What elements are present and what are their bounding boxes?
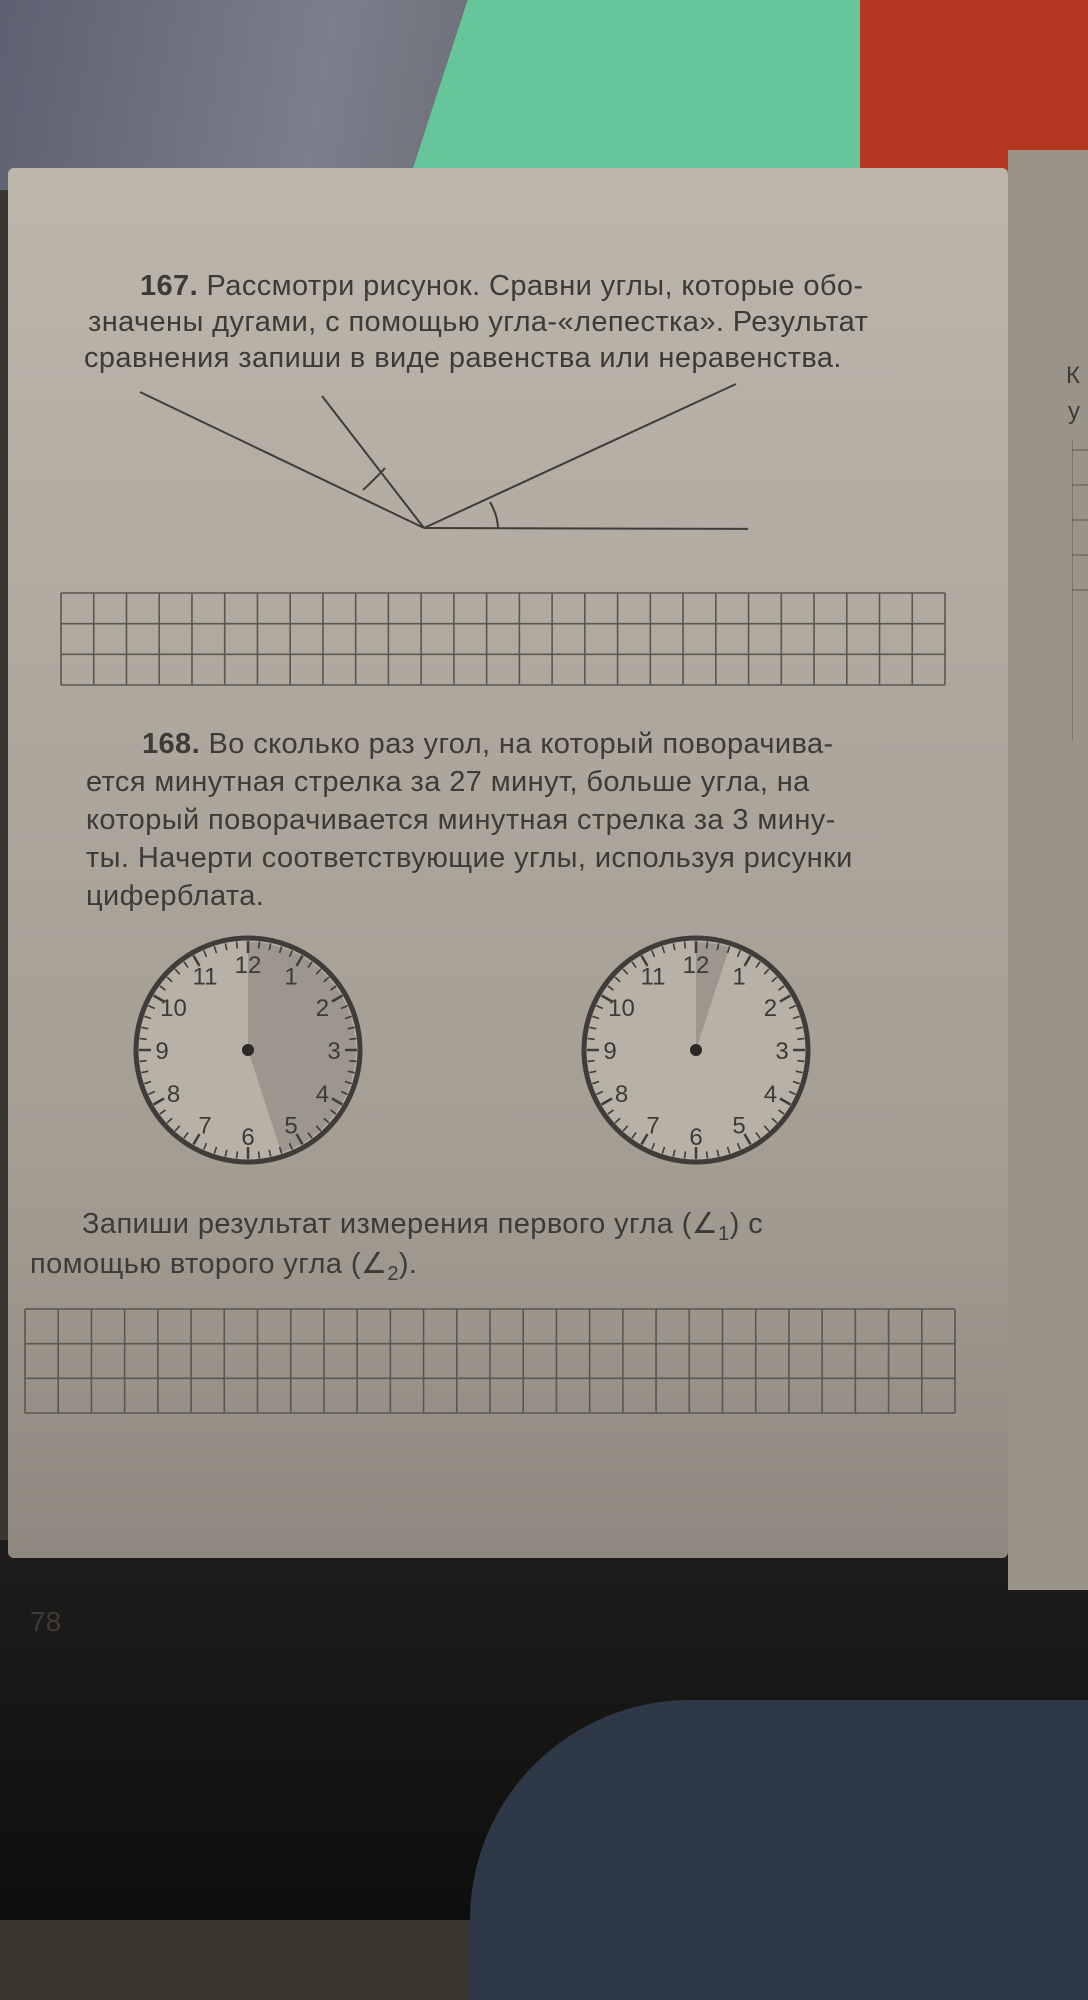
clock-number: 3 (775, 1038, 789, 1065)
clock-number: 2 (763, 995, 778, 1022)
clock-number: 1 (284, 963, 298, 991)
exercise-168-line-3: который поворачивается минутная стрелка за 3 мину- (86, 804, 836, 836)
clock-number: 6 (241, 1124, 255, 1151)
exercise-167-line-2: значены дугами, с помощью угла-«лепестка». Результат (88, 306, 869, 338)
exercise-167-number: 167. (140, 270, 199, 302)
clock-number: 1 (732, 963, 746, 991)
clock-number: 5 (732, 1112, 746, 1140)
clock-number: 2 (315, 995, 330, 1022)
answer-grid-167 (60, 592, 948, 688)
clock-number: 8 (166, 1081, 181, 1108)
exercise-167-line-1: 167. Рассмотри рисунок. Сравни углы, которые обо- (140, 270, 864, 302)
right-page-grid (1072, 440, 1088, 740)
knee-shadow (470, 1700, 1088, 2000)
clock-number: 6 (689, 1124, 703, 1151)
exercise-167-line-3: сравнения запиши в виде равенства или неравенства. (84, 342, 842, 374)
exercise-168-line-4: ты. Начерти соответствующие углы, используя рисунки (86, 842, 853, 874)
angle-arc (490, 502, 498, 529)
clock-number: 10 (160, 995, 187, 1022)
clock-number: 4 (315, 1081, 330, 1108)
clock-number: 11 (640, 963, 666, 991)
clock-number: 12 (234, 952, 262, 979)
angle-ray (140, 392, 424, 528)
workbook-page (8, 168, 1008, 1637)
right-page-fragment: К (1066, 362, 1080, 389)
clock-number: 4 (763, 1081, 778, 1108)
exercise-168-line-2: ется минутная стрелка за 27 минут, больше угла, на (86, 766, 810, 798)
instruction-line-2: помощью второго угла $(\angle_2)$. (30, 1248, 418, 1285)
clock-number: 5 (284, 1112, 298, 1140)
clock-number: 3 (327, 1038, 341, 1065)
angle-ray (322, 396, 424, 528)
angle-arc (363, 468, 385, 490)
exercise-168-number: 168. (142, 728, 201, 760)
clock-number: 8 (614, 1081, 629, 1108)
clock-number: 7 (646, 1112, 660, 1140)
right-page-fragment: у (1068, 398, 1080, 425)
clock-number: 7 (198, 1112, 212, 1140)
clock-number: 9 (155, 1038, 169, 1065)
exercise-168-line-5: циферблата. (86, 880, 265, 912)
clock-face-left (128, 930, 368, 1170)
clock-number: 10 (608, 995, 635, 1022)
clock-face-right (576, 930, 816, 1170)
page-number: 78 (30, 1606, 62, 1637)
angle-ray (424, 384, 736, 528)
angle-ray (424, 528, 748, 529)
instruction-line-1: Запиши результат измерения первого угла $(\angle_1)$ с (82, 1208, 764, 1245)
clock-number: 9 (603, 1038, 617, 1065)
right-page (1008, 150, 1088, 1590)
angles-diagram (108, 378, 748, 538)
answer-grid-168 (24, 1308, 958, 1416)
clock-number: 11 (192, 963, 218, 991)
clock-center (690, 1044, 702, 1056)
clock-center (242, 1044, 254, 1056)
exercise-168-line-1: 168. Во сколько раз угол, на который поворачива- (142, 728, 834, 760)
clock-number: 12 (682, 952, 710, 979)
